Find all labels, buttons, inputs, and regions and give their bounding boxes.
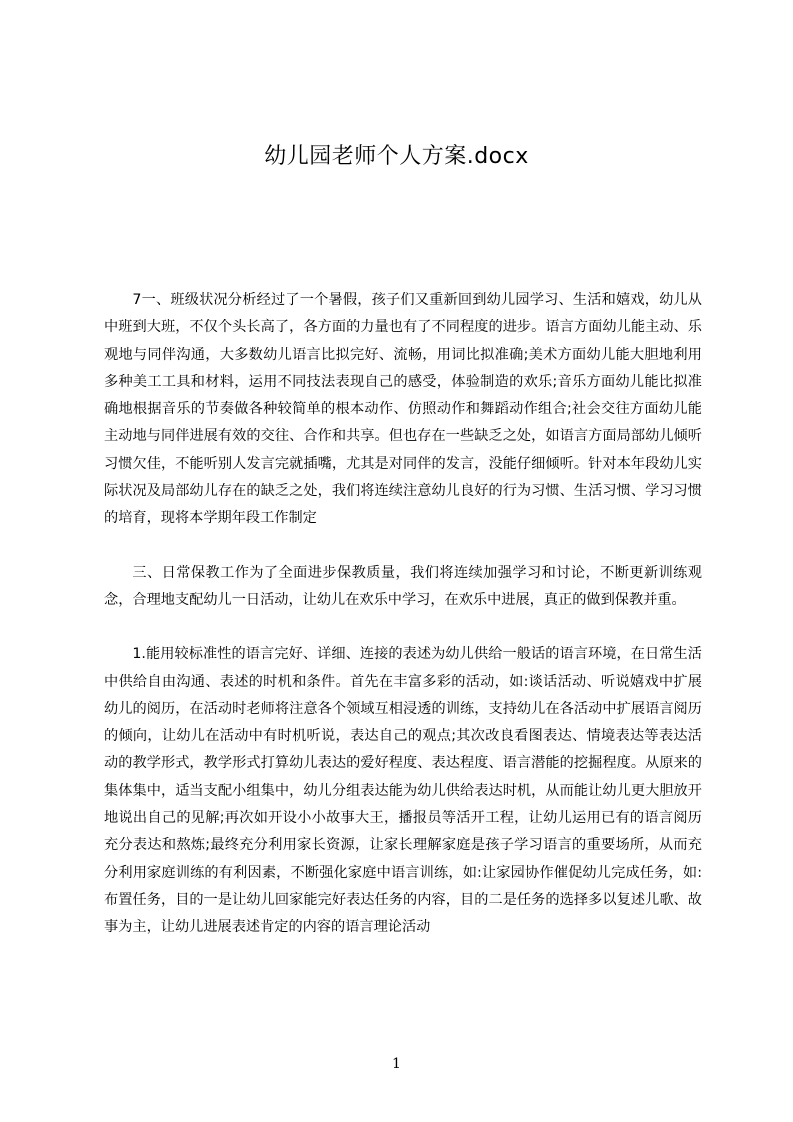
paragraph-language-plan: 1.能用较标准性的语言完好、详细、连接的表述为幼儿供给一般话的语言环境，在日常生活中供给自由沟通、表述的时机和条件。首先在丰富多彩的活动，如:谈话活动、听说嬉戏中扩展幼儿的阅历，在活动时老师将注意各个领域互相浸透的训练，支持幼儿在各活动中扩展语言阅历的倾向，让幼儿在活动中有时机听说，表达自己的观点;其次改良看图表达、情境表达等表达活动的教学形式，教学形式打算幼儿表达的爱好程度、表达程度、语言潜能的挖掘程度。从原来的集体集中，适当支配小组集中，幼儿分组表达能为幼儿供给表达时机，从而能让幼儿更大胆放开地说出自己的见解;再次如开设小小故事大王，播报员等活开工程，让幼儿运用已有的语言阅历充分表达和熬炼;最终充分利用家长资源，让家长理解家庭是孩子学习语言的重要场所，从而充分利用家庭训练的有利因素，不断强化家庭中语言训练，如:让家园协作催促幼儿完成任务，如:布置任务，目的一是让幼儿回家能完好表达任务的内容，目的二是任务的选择多以复述儿歌、故事为主，让幼儿进展表述肯定的内容的语言理论活动 xyxy=(104,646,702,936)
document-body xyxy=(104,287,702,942)
paragraph-spacer xyxy=(104,614,702,641)
paragraph-spacer xyxy=(104,533,702,560)
page-number: 1 xyxy=(392,1056,401,1072)
paragraph-daily-care: 三、日常保教工作为了全面进步保教质量，我们将连续加强学习和讨论，不断更新训练观念，合理地支配幼儿一日活动，让幼儿在欢乐中学习，在欢乐中进展，真正的做到保教并重。 xyxy=(104,564,702,608)
document-title: 幼儿园老师个人方案.docx xyxy=(264,144,529,169)
paragraph-class-analysis: 7一、班级状况分析经过了一个暑假，孩子们又重新回到幼儿园学习、生活和嬉戏，幼儿从中班到大班，不仅个头长高了，各方面的力量也有了不同程度的进步。语言方面幼儿能主动、乐观地与同伴沟通，大多数幼儿语言比拟完好、流畅，用词比拟准确;美术方面幼儿能大胆地利用多种美工工具和材料，运用不同技法表现自己的感受，体验制造的欢乐;音乐方面幼儿能比拟准确地根据音乐的节奏做各种较简单的根本动作、仿照动作和舞蹈动作组合;社会交往方面幼儿能主动地与同伴进展有效的交往、合作和共享。但也存在一些缺乏之处，如语言方面局部幼儿倾听习惯欠佳，不能听别人发言完就插嘴，尤其是对同伴的发言，没能仔细倾听。针对本年段幼儿实际状况及局部幼儿存在的缺乏之处，我们将连续注意幼儿良好的行为习惯、生活习惯、学习习惯的培育，现将本学期年段工作制定 xyxy=(104,292,702,527)
